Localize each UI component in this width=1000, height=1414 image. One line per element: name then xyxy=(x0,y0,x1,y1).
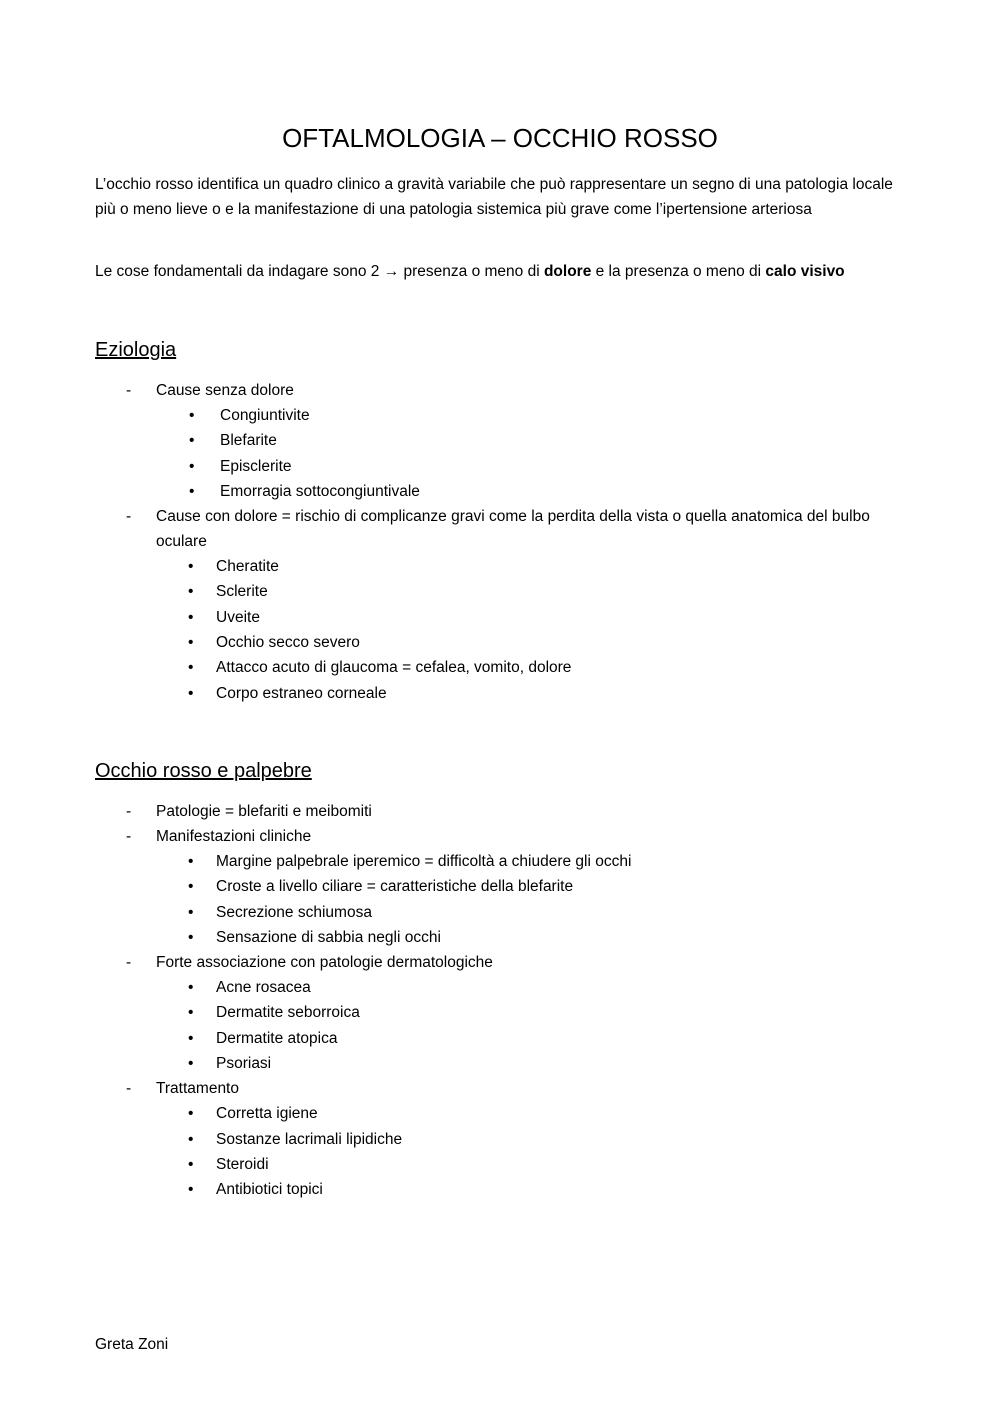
sublist-item xyxy=(156,605,896,630)
bullet-icon: • xyxy=(188,1105,194,1123)
footer-author: Greta Zoni xyxy=(95,1336,169,1353)
list-item xyxy=(0,504,896,706)
sublist-item-text: Dermatite atopica xyxy=(216,1029,338,1047)
bullet-icon: • xyxy=(188,878,194,896)
eziologia-list xyxy=(0,378,1000,706)
section-heading-eziologia: Eziologia xyxy=(95,339,177,361)
dash-marker: - xyxy=(126,803,132,820)
bullet-icon: • xyxy=(188,1004,194,1022)
list-item xyxy=(0,950,896,1076)
sublist-item xyxy=(156,655,896,680)
bullet-icon: • xyxy=(188,608,194,626)
sublist-item-text: Cheratite xyxy=(216,558,279,576)
page-title: OFTALMOLOGIA – OCCHIO ROSSO xyxy=(282,123,718,153)
list-item xyxy=(0,378,896,504)
sublist-item xyxy=(156,1177,896,1202)
list-item xyxy=(0,799,896,824)
sublist-item-text: Attacco acuto di glaucoma = cefalea, vomito, dolore xyxy=(216,659,572,677)
bullet-icon: • xyxy=(188,1155,194,1173)
bullet-icon: • xyxy=(188,1029,194,1047)
sublist xyxy=(156,1101,896,1202)
sublist-item xyxy=(156,630,896,655)
sublist-item-text: Antibiotici topici xyxy=(216,1181,323,1199)
sublist-item xyxy=(156,1101,896,1126)
sublist-item xyxy=(156,1127,896,1152)
list-item-text: Cause con dolore = rischio di complicanze gravi come la perdita della vista o quella anatomica del bulbo oculare xyxy=(156,508,870,551)
sublist-item-text: Uveite xyxy=(216,608,260,626)
sublist-item xyxy=(156,1051,896,1076)
list-item-text: Forte associazione con patologie dermatologiche xyxy=(156,954,493,972)
bullet-icon: • xyxy=(188,659,194,677)
bullet-icon: • xyxy=(189,482,195,500)
bullet-icon: • xyxy=(188,979,194,997)
key-points-paragraph xyxy=(95,259,915,284)
list-item-text: Manifestazioni cliniche xyxy=(156,828,312,845)
sublist-item xyxy=(156,1152,896,1177)
bullet-icon: • xyxy=(189,432,195,450)
sublist-item-text: Secrezione schiumosa xyxy=(216,903,372,921)
arrow-icon: → xyxy=(383,263,400,280)
list-item xyxy=(0,824,896,950)
bullet-icon: • xyxy=(188,928,194,946)
section-heading-occhio-rosso-palpebre: Occhio rosso e palpebre xyxy=(95,760,312,782)
sublist-item-text: Sostanze lacrimali lipidiche xyxy=(216,1130,403,1148)
sublist-item xyxy=(156,681,896,706)
dash-marker: - xyxy=(126,1080,132,1098)
sublist-item xyxy=(156,428,896,453)
bullet-icon: • xyxy=(188,583,194,601)
palpebre-list xyxy=(0,799,1000,1203)
key-points-calo-visivo: calo visivo xyxy=(765,263,845,280)
sublist-item xyxy=(156,579,896,604)
key-points-middle2: e la presenza o meno di xyxy=(591,263,766,280)
dash-marker: - xyxy=(126,954,132,972)
sublist-item-text: Corpo estraneo corneale xyxy=(216,684,387,702)
list-item xyxy=(0,1076,896,1202)
bullet-icon: • xyxy=(188,853,194,870)
list-item-text: Trattamento xyxy=(156,1080,239,1098)
sublist-item-text: Blefarite xyxy=(220,432,277,450)
sublist-item xyxy=(156,454,896,479)
sublist xyxy=(156,554,896,706)
bullet-icon: • xyxy=(188,684,194,702)
bullet-icon: • xyxy=(188,558,194,576)
bullet-icon: • xyxy=(189,407,195,424)
sublist-item xyxy=(156,900,896,925)
sublist-item-text: Occhio secco severo xyxy=(216,634,360,652)
dash-marker: - xyxy=(126,508,132,526)
sublist-item-text: Acne rosacea xyxy=(216,979,311,997)
sublist-item xyxy=(156,554,896,579)
bullet-icon: • xyxy=(188,1130,194,1148)
sublist-item-text: Sensazione di sabbia negli occhi xyxy=(216,928,441,946)
dash-marker: - xyxy=(126,382,132,399)
sublist-item-text: Croste a livello ciliare = caratteristiche della blefarite xyxy=(216,878,574,896)
sublist-item xyxy=(156,874,896,899)
sublist-item-text: Sclerite xyxy=(216,583,268,601)
sublist-item xyxy=(156,479,896,504)
sublist xyxy=(156,403,896,504)
sublist-item xyxy=(156,849,896,874)
bullet-icon: • xyxy=(189,457,195,475)
sublist-item-text: Psoriasi xyxy=(216,1055,272,1073)
bullet-icon: • xyxy=(188,1181,194,1199)
bullet-icon: • xyxy=(188,1055,194,1073)
sublist xyxy=(156,849,896,950)
sublist-item-text: Emorragia sottocongiuntivale xyxy=(220,482,420,500)
key-points-dolore: dolore xyxy=(543,263,592,280)
sublist-item xyxy=(156,975,896,1000)
key-points-middle: presenza o meno di xyxy=(399,263,544,280)
sublist-item-text: Steroidi xyxy=(216,1155,269,1173)
sublist xyxy=(156,975,896,1076)
sublist-item xyxy=(156,1000,896,1025)
key-points-prefix: Le cose fondamentali da indagare sono 2 xyxy=(95,263,384,280)
sublist-item xyxy=(156,925,896,950)
sublist-item-text: Congiuntivite xyxy=(220,407,310,424)
bullet-icon: • xyxy=(188,903,194,921)
sublist-item-text: Episclerite xyxy=(220,457,292,475)
sublist-item xyxy=(156,403,896,428)
list-item-text: Patologie = blefariti e meibomiti xyxy=(156,803,372,820)
intro-paragraph: L’occhio rosso identifica un quadro clinico a gravità variabile che può rappresentare un segno di una patologia locale più o meno lieve o e la manifestazione di una patologia sistemica più grave come l’ipertensione arteriosa xyxy=(95,176,893,218)
sublist-item-text: Corretta igiene xyxy=(216,1105,318,1123)
sublist-item xyxy=(156,1026,896,1051)
list-item-text: Cause senza dolore xyxy=(156,382,294,399)
dash-marker: - xyxy=(126,828,132,845)
sublist-item-text: Dermatite seborroica xyxy=(216,1004,360,1022)
bullet-icon: • xyxy=(188,634,194,652)
sublist-item-text: Margine palpebrale iperemico = difficoltà a chiudere gli occhi xyxy=(216,853,632,870)
